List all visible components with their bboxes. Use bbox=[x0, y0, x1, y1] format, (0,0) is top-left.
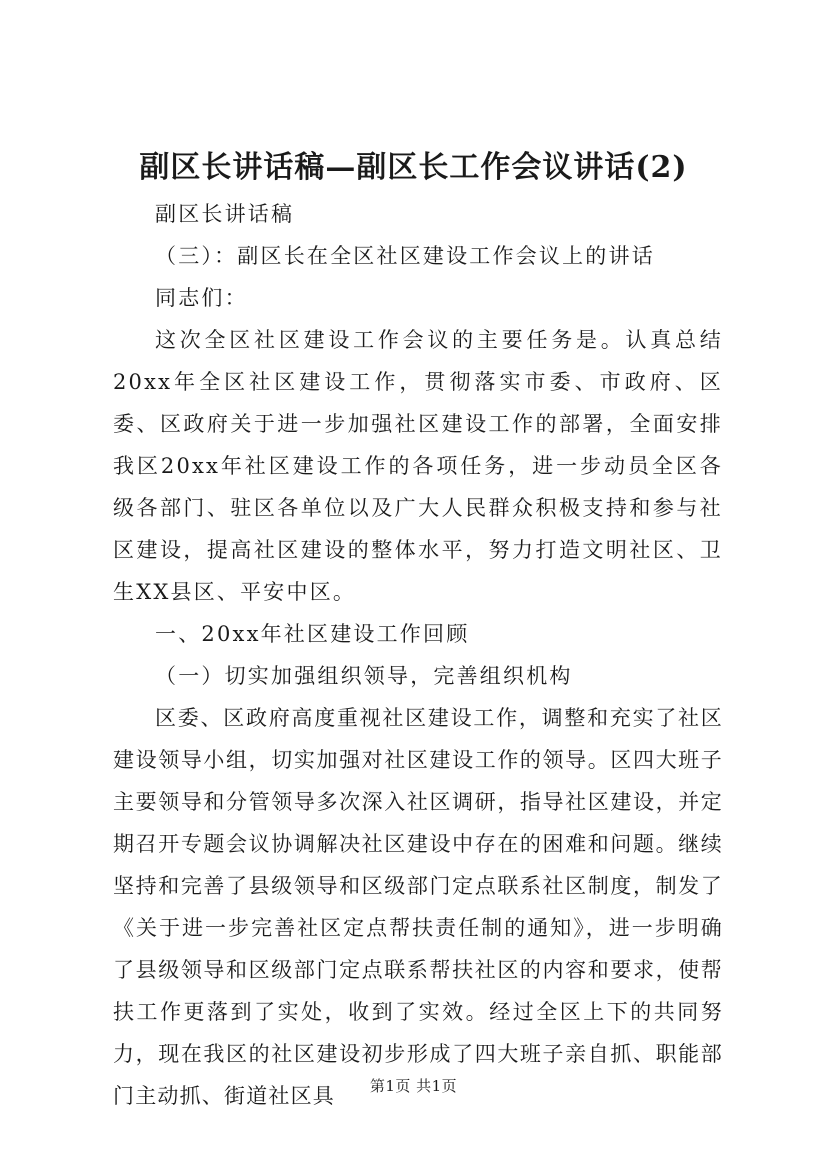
paragraph-subtitle: 副区长讲话稿 bbox=[155, 202, 295, 226]
document-body bbox=[113, 193, 723, 1117]
document-title: 副区长讲话稿—副区长工作会议讲话(2) bbox=[139, 150, 688, 185]
paragraph-heading: （三）：副区长在全区社区建设工作会议上的讲话 bbox=[155, 244, 655, 268]
paragraph-salutation: 同志们： bbox=[155, 286, 248, 310]
subsection-heading: （一）切实加强组织领导，完善组织机构 bbox=[155, 664, 573, 688]
paragraph-intro: 这次全区社区建设工作会议的主要任务是。认真总结20xx年全区社区建设工作，贯彻落实市委、市政府、区委、区政府关于进一步加强社区建设工作的部署，全面安排我区20xx年社区建设工作的各项任务，进一步动员全区各级各部门、驻区各单位以及广大人民群众积极支持和参与社区建设，提高社区建设的整体水平，努力打造文明社区、卫生XX县区、平安中区。 bbox=[113, 328, 723, 604]
section-heading: 一、20xx年社区建设工作回顾 bbox=[155, 622, 470, 646]
paragraph-body: 区委、区政府高度重视社区建设工作，调整和充实了社区建设领导小组，切实加强对社区建设工作的领导。区四大班子主要领导和分管领导多次深入社区调研，指导社区建设，并定期召开专题会议协调解决社区建设中存在的困难和问题。继续坚持和完善了县级领导和区级部门定点联系社区制度，制发了《关于进一步完善社区定点帮扶责任制的通知》，进一步明确了县级领导和区级部门定点联系帮扶社区的内容和要求，使帮扶工作更落到了实处，收到了实效。经过全区上下的共同努力，现在我区的社区建设初步形成了四大班子亲自抓、职能部门主动抓、街道社区具 bbox=[113, 706, 723, 1108]
page-footer: 第1页 共1页 bbox=[369, 1077, 458, 1095]
